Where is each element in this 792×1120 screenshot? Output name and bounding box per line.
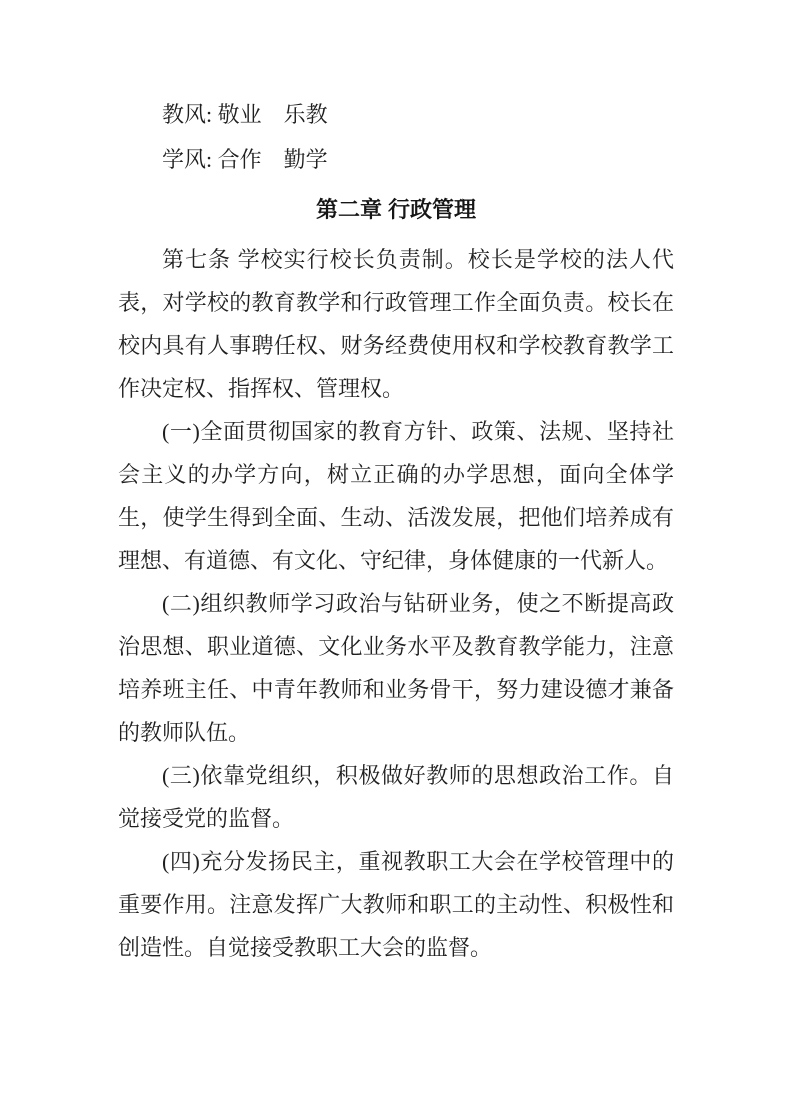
motto-learning-style: 学风: 合作 勤学: [162, 147, 328, 172]
paragraph-item-3: (三)依靠党组织，积极做好教师的思想政治工作。自觉接受党的监督。: [118, 763, 674, 831]
chapter-heading: 第二章 行政管理: [315, 197, 477, 222]
paragraph-article-7: 第七条 学校实行校长负责制。校长是学校的法人代表，对学校的教育教学和行政管理工作全面负责。校长在校内具有人事聘任权、财务经费使用权和学校教育教学工作决定权、指挥权、管理权。: [118, 247, 674, 401]
motto-teaching-style: 教风: 敬业 乐教: [162, 102, 328, 127]
paragraph-item-1: (一)全面贯彻国家的教育方针、政策、法规、坚持社会主义的办学方向，树立正确的办学思想，面向全体学生，使学生得到全面、生动、活泼发展，把他们培养成有理想、有道德、有文化、守纪律，身体健康的一代新人。: [118, 419, 674, 573]
paragraph-item-4: (四)充分发扬民主，重视教职工大会在学校管理中的重要作用。注意发挥广大教师和职工的主动性、积极性和创造性。自觉接受教职工大会的监督。: [118, 849, 674, 960]
paragraph-item-2: (二)组织教师学习政治与钻研业务，使之不断提高政治思想、职业道德、文化业务水平及教育教学能力，注意培养班主任、中青年教师和业务骨干，努力建设德才兼备的教师队伍。: [118, 591, 674, 745]
